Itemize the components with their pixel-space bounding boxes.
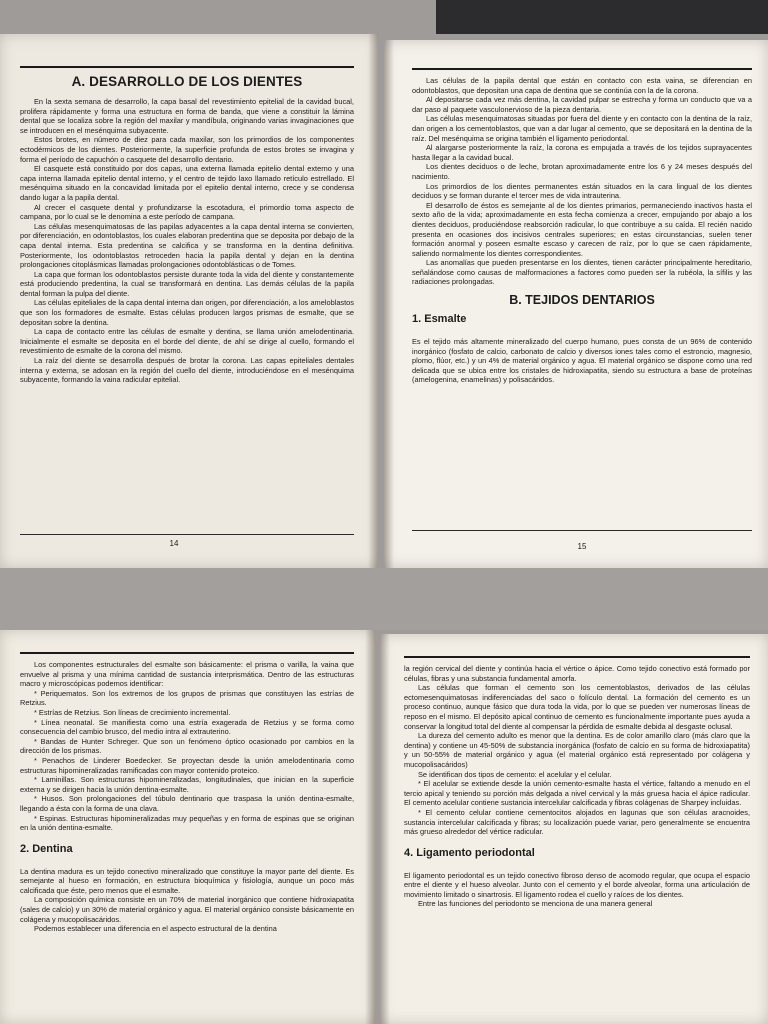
subsection-title: 1. Esmalte: [412, 313, 467, 326]
background-gap: [0, 568, 768, 630]
subsection-title: 4. Ligamento periodontal: [404, 846, 535, 859]
paragraph: El ligamento periodontal es un tejido conectivo fibroso denso de acomodo regular, que ocupa el espacio entre el diente y el hueso alveolar. Junto con el cemento y el borde alveolar, forma una articulación de movimiento limitado o sinartrosis. El ligamento rodea el cuello y raíces de los dientes.: [404, 870, 750, 899]
paragraph: La capa de contacto entre las células de esmalte y dentina, se llama unión amelodentinaria. Inicialmente el esmalte se deposita en el borde del diente, de ahí se dirige al cuello, formando el revestimiento de esmalte de la corona del mismo.: [20, 327, 354, 356]
page-14-content: [20, 66, 354, 385]
paragraph: La composición química consiste en un 70% de material inorgánico que contiene hidroxiapatita (sales de calcio) y un 30% de material orgánico y agua. El material orgánico consiste básicamente en colágena y mucopolisacáridos.: [20, 895, 354, 924]
footer-rule: [412, 530, 752, 531]
footer-rule: [20, 534, 354, 535]
paragraph: Las células mesenquimatosas situadas por fuera del diente y en contacto con la dentina de la raíz, dan origen a los cementoblastos, que van a dar lugar al cemento, que se depositará en la dentina de la raíz. Del mesénquima se origina también el ligamento periodontal.: [412, 114, 752, 143]
page-spine-shadow: [365, 630, 375, 1024]
page-15: [384, 40, 768, 568]
list-item: * Husos. Son prolongaciones del túbulo dentinario que traspasa la unión dentina-esmalte, llegando a ésta con la forma de una clava.: [20, 794, 354, 813]
page-17: [380, 634, 768, 1024]
paragraph: La dureza del cemento adulto es menor que la dentina. Es de color amarillo claro (más claro que la dentina) y contiene un 45-50% de substancia inorgánica (fosfato de calcio en su forma de hidroxiapatita) y un 50-55% de material orgánico y agua (el material orgánico está representado por colágena y mucopolisacáridos): [404, 731, 750, 769]
paragraph: Al crecer el casquete dental y profundizarse la escotadura, el primordio toma aspecto de campana, por lo cual se le denomina a este período de campana.: [20, 202, 354, 222]
paragraph: La raíz del diente se desarrolla después de brotar la corona. Las capas epiteliales dentales interna y externa, se adosan en la región del cuello del diente, introduciéndose en el mesénquima subyacente, formando la vaina radicular epitelial.: [20, 356, 354, 385]
list-item: * El acelular se extiende desde la unión cemento-esmalte hasta el vértice, faltando a menudo en el tercio apical y teniendo su porción más delgada a nivel cervical y la más gruesa hacia el ápice radicular. El cemento acelular contiene sustancia intercelular calcificada y fibras colágenas de Sharpey incluidas.: [404, 779, 750, 808]
list-item: * El cemento celular contiene cementocitos alojados en lagunas que son células aracnoides, sustancia intercelular calcificada y fibras; su localización puede variar, pero generalmente se encuentra más grueso alrededor del vértice radicular.: [404, 807, 750, 837]
paragraph: Las células epiteliales de la capa dental interna dan origen, por diferenciación, a los ameloblastos que son los formadores de esmalte. Estas células producen largos prismas de esmalte, que se depositan sobre la dentina.: [20, 298, 354, 327]
background-dark-band: [436, 0, 768, 34]
page-spine-shadow: [368, 34, 378, 568]
paragraph: la región cervical del diente y continúa hacia el vértice o ápice. Como tejido conectivo está formado por células, fibras y una substancia fundamental amorfa.: [404, 664, 750, 683]
list-item: * Laminillas. Son estructuras hipomineralizadas, longitudinales, que inician en la superficie externa y se dirigen hacia la unión dentina-esmalte.: [20, 775, 354, 794]
subsection-title: 2. Dentina: [20, 842, 73, 855]
page-spine-shadow: [380, 634, 390, 1024]
list-item: * Periquematos. Son los extremos de los grupos de prismas que constituyen las estrías de Retzius.: [20, 688, 354, 708]
page-16-content: [20, 652, 354, 934]
list-item: * Bandas de Hunter Schreger. Que son un fenómeno óptico ocasionado por cambios en la dirección de los prismas.: [20, 736, 354, 756]
paragraph: Es el tejido más altamente mineralizado del cuerpo humano, pues consta de un 96% de contenido inorgánico (fosfato de calcio, carbonato de calcio y diversos iones tales como el estroncio, magnesio, plomo, flúor, etc.) y un 4% de material orgánico y agua. El material orgánico se dispone como una red delicada que se ubica entre los cristales de hidroxiapatita, siendo su estructura a base de proteínas (amelogenina, enamelinas) y polisacáridos.: [412, 337, 752, 385]
paragraph: Los componentes estructurales del esmalte son básicamente: el prisma o varilla, la vaina que envuelve al prisma y una mínima cantidad de sustancia interprismática. Dentro de las estructuras macro y microscópicas podemos identificar:: [20, 660, 354, 689]
list-item: * Penachos de Linderer Boedecker. Se proyectan desde la unión amelodentinaria como estructuras hipomineralizadas ramificadas con mayor contenido proteico.: [20, 755, 354, 775]
header-rule: [20, 66, 354, 68]
section-title: B. TEJIDOS DENTARIOS: [509, 293, 655, 308]
list-item: * Línea neonatal. Se manifiesta como una estría exagerada de Retzius y se forma como consecuencia del cambio brusco, del medio intra al extrauterino.: [20, 717, 354, 737]
paragraph: Se identifican dos tipos de cemento: el acelular y el celular.: [418, 769, 612, 779]
paragraph: Las anomalías que pueden presentarse en los dientes, tienen carácter principalmente hereditario, señalándose como causas de malformaciones a factores como pueden ser la rubéola, la sífilis y las radiaciones prolongadas.: [412, 258, 752, 287]
paragraph: La dentina madura es un tejido conectivo mineralizado que constituye la mayor parte del diente. Es semejante al hueso en formación, en estructura bioquímica y fisiología, aunque un poco más calcificada que éste, pero menos que el esmalte.: [20, 866, 354, 895]
paragraph: Podemos establecer una diferencia en el aspecto estructural de la dentina: [34, 924, 277, 934]
list-item: * Espinas. Estructuras hipomineralizadas muy pequeñas y en forma de espinas que se originan en la unión dentina-esmalte.: [20, 813, 354, 833]
paragraph: Al depositarse cada vez más dentina, la cavidad pulpar se estrecha y forma un conducto que va a dar paso al paquete vasculonervioso de la pieza dentaria.: [412, 95, 752, 114]
paragraph: Estos brotes, en número de diez para cada maxilar, son los primordios de los componentes ectodérmicos de los dientes. Posteriormente, la superficie profunda de estos brotes se invagina y forma el período de capuchón o casquete del desarrollo dentario.: [20, 135, 354, 164]
page-14: [0, 34, 378, 568]
paragraph: El desarrollo de éstos es semejante al de los dientes primarios, permaneciendo inactivos hasta el sexto año de la vida; aproximadamente en esta fecha comienza a crecer, empujando por abajo a los dientes deciduos, produciéndose reabsorción radicular, lo que contribuye a su caída. El recién nacido presenta en ocasiones dos incisivos centrales superiores; en estas circunstancias, suelen tener formación anormal y poseen esmalte escaso y carecen de raíz, por lo que se caen rápidamente, saliendo normalmente los dientes correspondientes.: [412, 200, 752, 258]
section-title: A. DESARROLLO DE LOS DIENTES: [71, 74, 303, 89]
paragraph: Las células que forman el cemento son los cementoblastos, derivados de las células ectomesenquimatosas indiferenciadas del saco o folículo dental. La formación del cemento es un proceso continuo, aunque fásico que dura toda la vida, por lo que se pueden ver numerosas líneas de reposo en el mismo. El depósito apical continuo de cemento es funcionalmente importante pues ayuda a conservar la longitud total del diente al compensar la pérdida de esmalte debida al desgaste oclusal.: [404, 683, 750, 731]
page-15-content: [412, 68, 752, 385]
paragraph: Las células de la papila dental que están en contacto con esta vaina, se diferencian en odontoblastos, que depositan una capa de dentina que se continúa con la de la corona.: [412, 76, 752, 95]
page-number: 14: [169, 539, 179, 548]
list-item: * Estrías de Retzius. Son líneas de crecimiento incremental.: [34, 707, 231, 717]
page-number: 15: [577, 542, 587, 551]
paragraph: En la sexta semana de desarrollo, la capa basal del revestimiento epitelial de la cavidad bucal, prolifera rápidamente y forma una estructura en forma de banda, que viene a constituir la lámina dental que se localiza sobre la región del maxilar y mandíbula, originando varias invaginaciones que se introducen en el mesénquima subyacente.: [20, 97, 354, 135]
page-spine-shadow: [384, 40, 394, 568]
paragraph: La capa que forman los odontoblastos persiste durante toda la vida del diente y constantemente está produciendo predentina, la cual se transformará en dentina. Las demás células de la papila dental forman la pulpa del diente.: [20, 269, 354, 298]
paragraph: Los dientes deciduos o de leche, brotan aproximadamente entre los 6 y 24 meses después del nacimiento.: [412, 162, 752, 181]
paragraph: Entre las funciones del periodonto se menciona de una manera general: [418, 899, 653, 909]
page-16: [0, 630, 375, 1024]
page-17-content: [404, 656, 750, 909]
paragraph: Al alargarse posteriormente la raíz, la corona es empujada a través de los tejidos suprayacentes hasta llegar a la cavidad bucal.: [412, 143, 752, 162]
paragraph: El casquete está constituido por dos capas, una externa llamada epitelio dental externo y una capa interna llamada epitelio dental interno, y el centro de tejido laxo llamado retículo estrellado. El mesénquima situado en la concavidad limitada por el epitelio dental interno, crece y se condensa dando lugar a la papila dental.: [20, 164, 354, 202]
paragraph: Los primordios de los dientes permanentes están situados en la cara lingual de los dientes deciduos y se forman durante el tercer mes de vida intrauterina.: [412, 181, 752, 201]
paragraph: Las células mesenquimatosas de las papilas adyacentes a la capa dental interna se convierten, por diferenciación, en odontoblastos, los cuales elaboran predentina que se deposita por debajo de la capa dental interna. Esta predentina se calcifica y se transforma en la dentina definitiva. Posteriormente, los odontoblastos retroceden hacia la papila dental y dejan en la dentina prolongaciones citoplásmicas llamadas prolongaciones odontoblásticas o de Tomes.: [20, 221, 354, 270]
